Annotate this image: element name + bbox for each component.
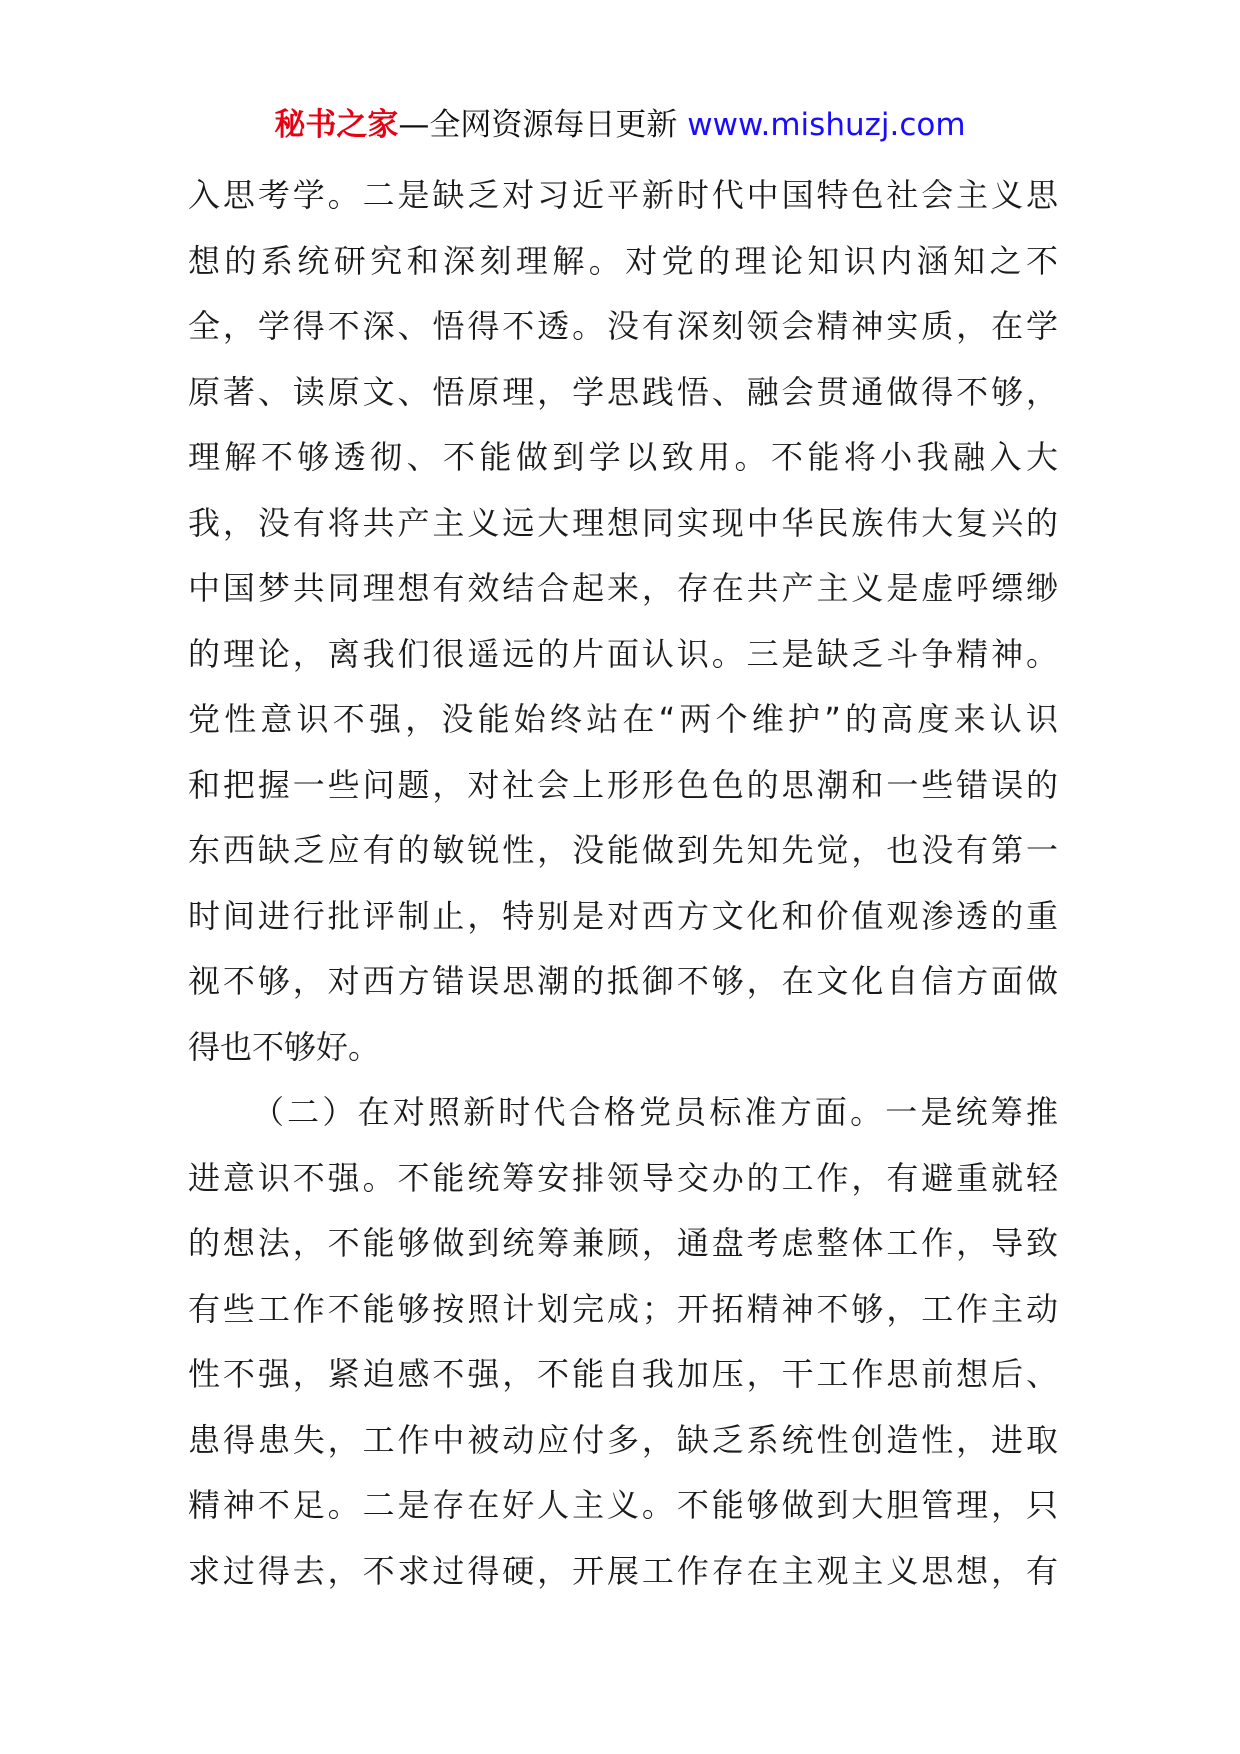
text-line: 进意识不强。不能统筹安排领导交办的工作，有避重就轻 <box>188 1158 1058 1197</box>
header-tagline: —全网资源每日更新 <box>398 107 688 143</box>
text-line: 原著、读原文、悟原理，学思践悟、融会贯通做得不够， <box>188 372 1058 411</box>
text-line: 有些工作不能够按照计划完成；开拓精神不够，工作主动 <box>188 1289 1058 1328</box>
text-line: 理解不够透彻、不能做到学以致用。不能将小我融入大 <box>188 438 1058 476</box>
text-line: 性不强，紧迫感不强，不能自我加压，干工作思前想后、 <box>188 1355 1058 1393</box>
text-line: 和把握一些问题，对社会上形形色色的思潮和一些错误的 <box>188 765 1058 804</box>
text-line: 入思考学。二是缺乏对习近平新时代中国特色社会主义思 <box>188 176 1058 214</box>
text-line: 全，学得不深、悟得不透。没有深刻领会精神实质，在学 <box>188 307 1058 345</box>
text-line: 的想法，不能够做到统筹兼顾，通盘考虑整体工作，导致 <box>188 1224 1058 1262</box>
text-line: 东西缺乏应有的敏锐性，没能做到先知先觉，也没有第一 <box>188 831 1058 869</box>
text-line: 精神不足。二是存在好人主义。不能够做到大胆管理，只 <box>188 1486 1058 1524</box>
text-line: 想的系统研究和深刻理解。对党的理论知识内涵知之不 <box>188 241 1058 280</box>
text-line: 求过得去，不求过得硬，开展工作存在主观主义思想，有 <box>188 1551 1058 1590</box>
paragraph-start-line: （二）在对照新时代合格党员标准方面。一是统筹推 <box>252 1093 1058 1131</box>
paragraph-end-line: 得也不够好。 <box>188 1027 381 1066</box>
site-url-link[interactable]: www.mishuzj.com <box>687 107 966 143</box>
text-line: 视不够，对西方错误思潮的抵御不够，在文化自信方面做 <box>188 962 1058 1000</box>
text-line: 中国梦共同理想有效结合起来，存在共产主义是虚呼缥缈 <box>188 569 1058 607</box>
page-header <box>0 103 1240 147</box>
text-line: 党性意识不强，没能始终站在“两个维护”的高度来认识 <box>188 700 1058 738</box>
text-line: 的理论，离我们很遥远的片面认识。三是缺乏斗争精神。 <box>188 634 1058 673</box>
brand-name: 秘书之家 <box>274 107 399 143</box>
document-body <box>188 163 1058 1604</box>
text-line: 时间进行批评制止，特别是对西方文化和价值观渗透的重 <box>188 896 1058 935</box>
text-line: 患得患失，工作中被动应付多，缺乏系统性创造性，进取 <box>188 1420 1058 1459</box>
text-line: 我，没有将共产主义远大理想同实现中华民族伟大复兴的 <box>188 503 1058 542</box>
